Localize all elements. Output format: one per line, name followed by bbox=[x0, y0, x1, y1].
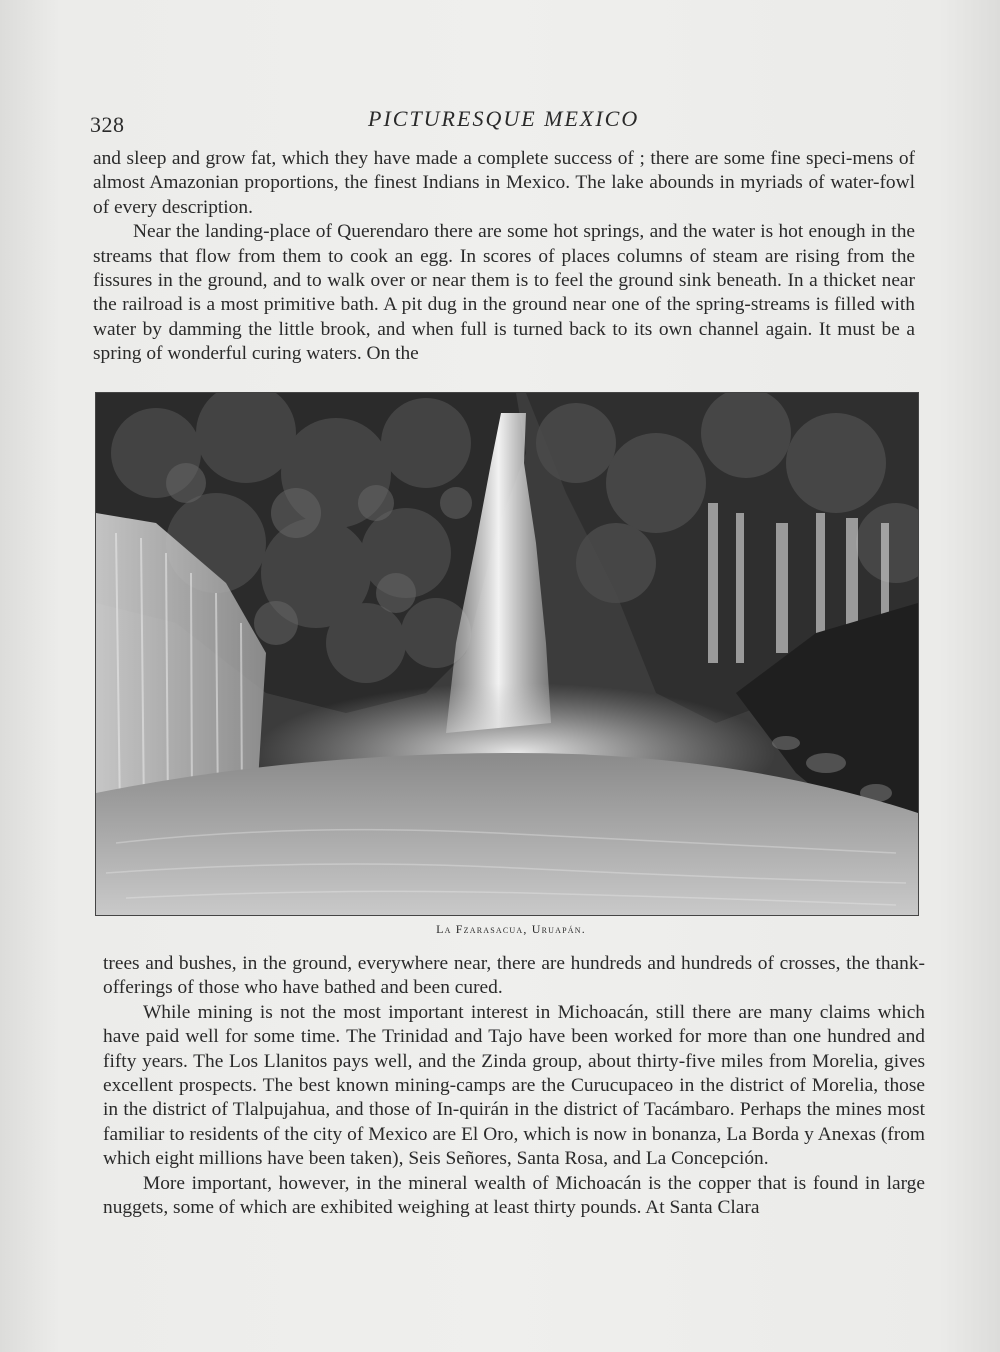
paragraph: While mining is not the most important interest in Michoacán, still there are many claims which have paid well for some time. The Trinidad and Tajo have been worked for more than one hundred and fifty years. The Los Llanitos pays well, and the Zinda group, about thirty-five miles from Morelia, gives excellent prospects. The best known mining-camps are the Curucupaceo in the district of Morelia, those in the district of Tlalpujahua, and those of In-quirán in the district of Tacámbaro. Perhaps the mines most familiar to residents of the city of Mexico are El Oro, which is now in bonanza, La Borda y Anexas (from which eight millions have been taken), Seis Señores, Santa Rosa, and La Concepción. bbox=[103, 1001, 925, 1170]
top-text-block bbox=[93, 147, 915, 367]
figure-caption bbox=[0, 922, 1000, 937]
caption-text: La Fzarasacua, Uruapán. bbox=[436, 922, 586, 936]
paragraph: and sleep and grow fat, which they have made a complete success of ; there are some fine speci-mens of almost Amazonian proportions, the finest Indians in Mexico. The lake abounds in myriads of water-fowl of every description. bbox=[93, 148, 915, 218]
running-title: PICTURESQUE MEXICO bbox=[368, 106, 640, 131]
paragraph: trees and bushes, in the ground, everywhere near, there are hundreds and hundreds of crosses, the thank-offerings of those who have bathed and been cured. bbox=[103, 953, 925, 999]
waterfall-photograph bbox=[95, 392, 919, 916]
page-number: 328 bbox=[90, 112, 125, 137]
bottom-text-block bbox=[103, 952, 925, 1220]
waterfall-photo-illustration bbox=[96, 393, 918, 915]
paragraph: Near the landing-place of Querendaro there are some hot springs, and the water is hot enough in the streams that flow from them to cook an egg. In scores of places columns of steam are rising from the fissures in the ground, and to walk over or near them is to feel the ground sink beneath. In a thicket near the railroad is a most primitive bath. A pit dug in the ground near one of the spring-streams is filled with water by damming the little brook, and when full is turned back to its own channel again. It must be a spring of wonderful curing waters. On the bbox=[93, 221, 915, 365]
paragraph: More important, however, in the mineral wealth of Michoacán is the copper that is found in large nuggets, some of which are exhibited weighing at least thirty pounds. At Santa Clara bbox=[103, 1172, 925, 1219]
